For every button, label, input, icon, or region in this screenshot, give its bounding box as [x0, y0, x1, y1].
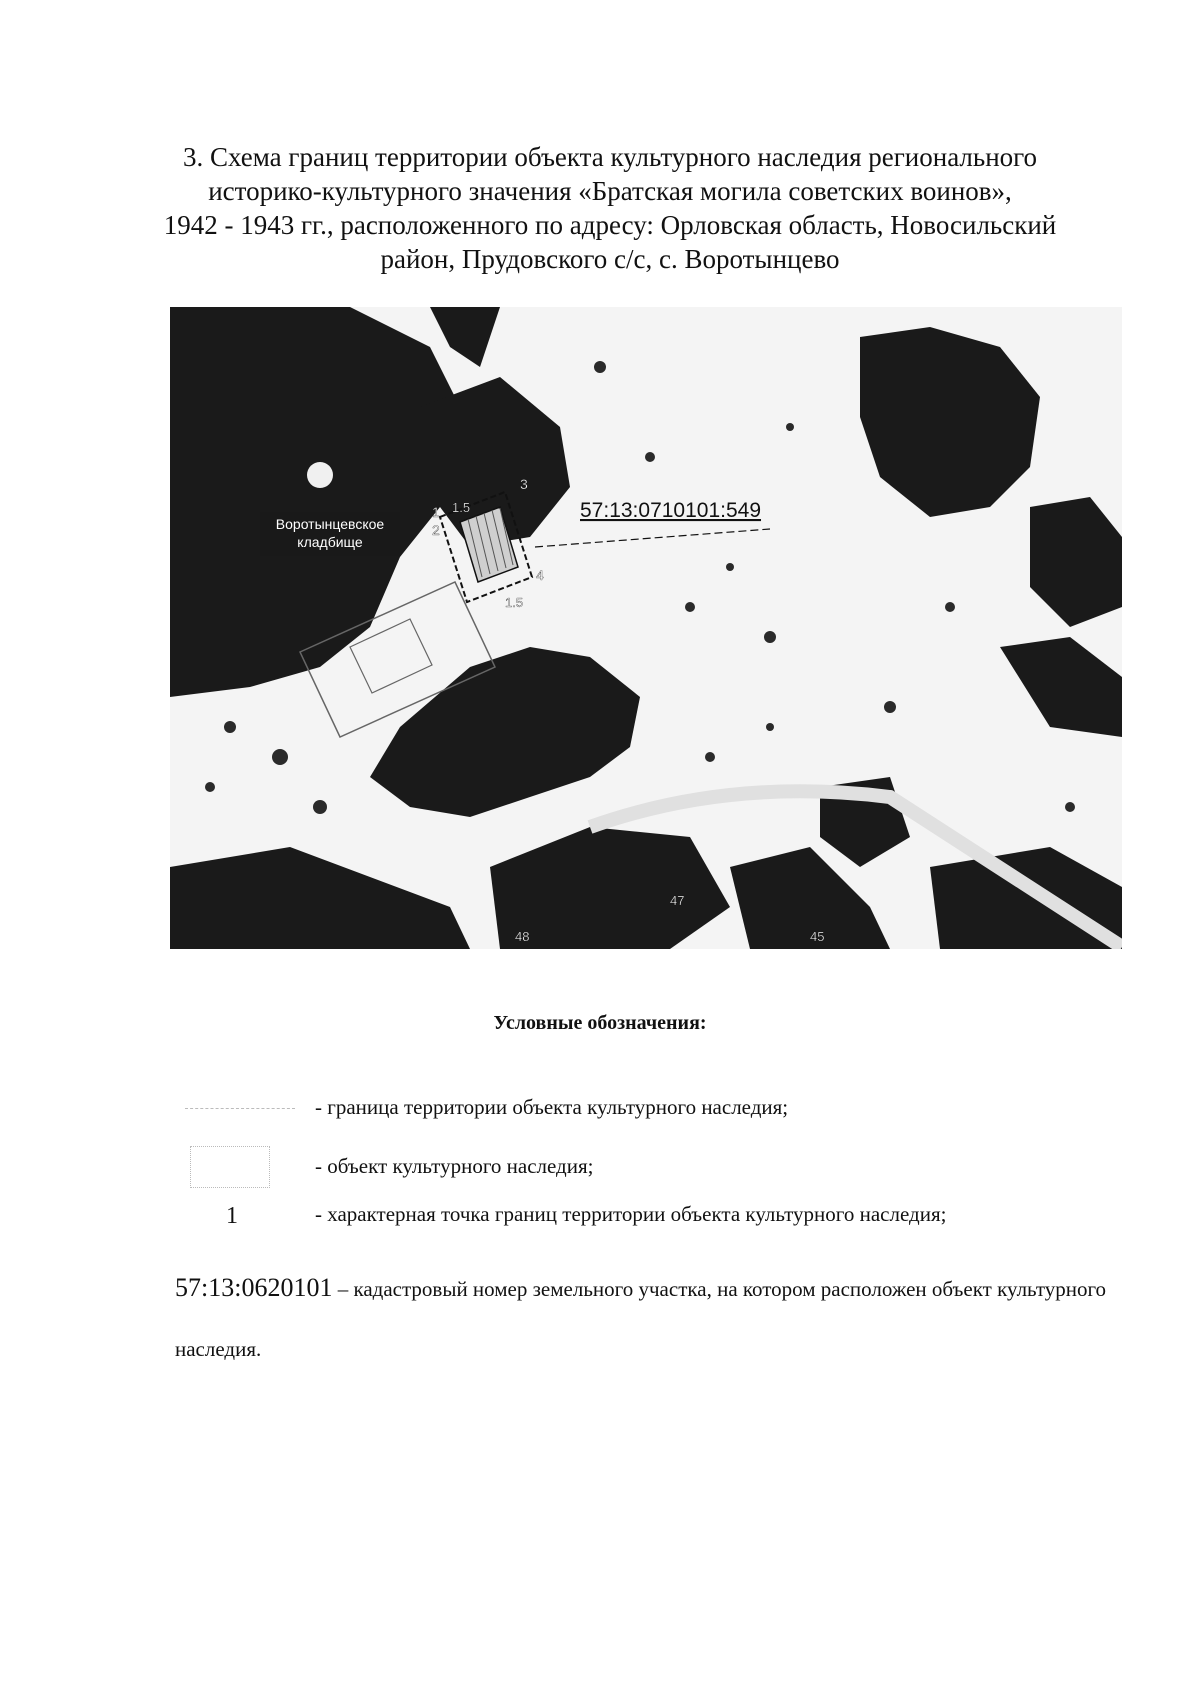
boundary-point-4: 4 [536, 567, 544, 583]
house-number-45: 45 [810, 929, 825, 944]
title-line-1: 3. Схема границ территории объекта культурного наследия регионального [182, 142, 1038, 172]
legend-point-symbol: 1 [226, 1203, 238, 1229]
cadastral-label: 57:13:0710101:549 [580, 499, 762, 522]
cadastral-number: 57:13:0620101 [175, 1273, 333, 1302]
legend-object-symbol [190, 1146, 270, 1188]
document-title [150, 140, 1070, 276]
cemetery-marker-icon [307, 462, 333, 488]
legend-item-point: - характерная точка границ территории объекта культурного наследия; [315, 1202, 947, 1226]
place-label-line-2: кладбище [297, 534, 363, 550]
legend-heading: Условные обозначения: [493, 1012, 707, 1034]
boundary-point-1: 1 [432, 504, 440, 520]
aerial-map [170, 307, 1122, 949]
legend-item-object: - объект культурного наследия; [315, 1154, 594, 1178]
place-label-line-1: Воротынцевское [275, 516, 385, 532]
cadastral-description: – кадастровый номер земельного участка, на котором расположен объект культурного наследия. [175, 1277, 1107, 1361]
distance-label-top: 1.5 [452, 500, 471, 515]
boundary-point-3: 3 [520, 476, 528, 492]
house-number-48: 48 [515, 929, 530, 944]
legend-boundary-symbol [185, 1108, 295, 1109]
house-number-47: 47 [670, 893, 685, 908]
title-line-4: район, Прудовского с/с, с. Воротынцево [380, 244, 840, 274]
map-drawing [170, 307, 1122, 949]
cadastral-note [175, 1258, 1135, 1379]
title-line-2: историко-культурного значения «Братская могила советских воинов», [208, 176, 1012, 206]
legend-item-boundary: - граница территории объекта культурного наследия; [315, 1095, 789, 1119]
boundary-point-2: 2 [432, 522, 440, 538]
distance-label-bottom: 1.5 [505, 595, 524, 610]
title-line-3: 1942 - 1943 гг., расположенного по адресу: Орловская область, Новосильский [163, 210, 1057, 240]
